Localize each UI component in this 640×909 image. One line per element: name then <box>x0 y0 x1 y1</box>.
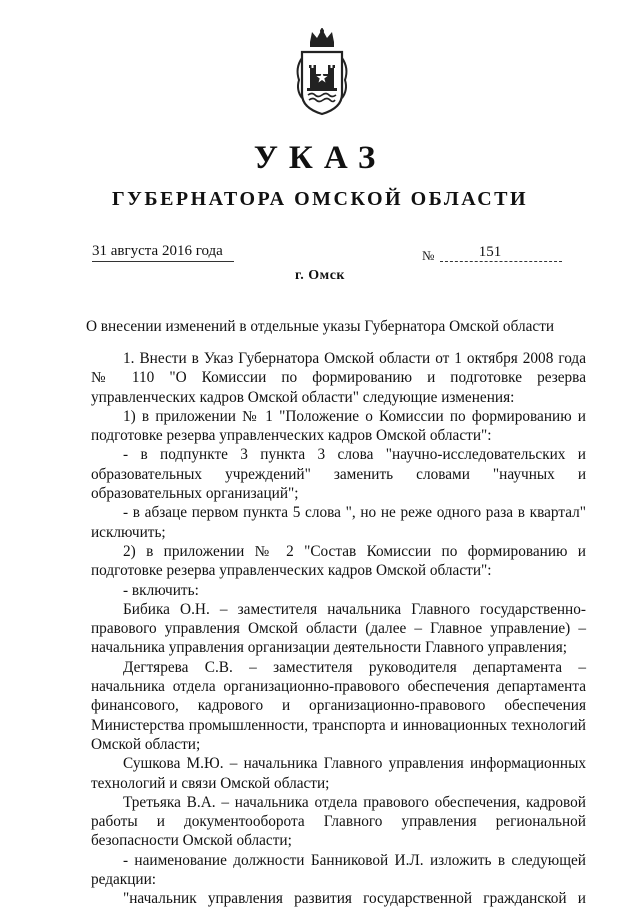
paragraph: Бибика О.Н. – заместителя начальника Главного государственно-правового управления Омской области (далее – Главное управление) – начальника управления организации деятельности Главного управления; <box>91 600 586 657</box>
paragraph: - включить: <box>123 581 199 599</box>
document-number: 151 <box>440 244 562 262</box>
paragraph: 2) в приложении № 2 "Состав Комиссии по формированию и подготовке резерва управленческих кадров Омской области": <box>91 542 586 580</box>
document-subtitle: ГУБЕРНАТОРА ОМСКОЙ ОБЛАСТИ <box>111 188 529 210</box>
paragraph: - наименование должности Банниковой И.Л. изложить в следующей редакции: <box>91 851 586 889</box>
paragraph: Сушкова М.Ю. – начальника Главного управления информационных технологий и связи Омской области; <box>91 755 586 792</box>
document-date: 31 августа 2016 года <box>92 243 234 262</box>
paragraph: Дегтярева С.В. – заместителя руководителя департамента – начальника отдела организационно-правового обеспечения департамента финансового, кадрового и организационно-правового обеспечения Министерства промышленности, транспорта и инновационных технологий Омской области; <box>91 658 586 753</box>
number-label: № <box>422 248 435 263</box>
document-city: г. Омск <box>295 268 345 283</box>
document-title: УКАЗ <box>253 140 387 176</box>
paragraph: 1) в приложении № 1 "Положение о Комиссии по формированию и подготовке резерва управленческих кадров Омской области": <box>91 407 586 445</box>
document-body <box>91 349 586 909</box>
paragraph: - в подпункте 3 пункта 3 слова "научно-исследовательских и образовательных учреждений" заменить словами "научных и образовательных организаций"; <box>91 446 586 503</box>
paragraph: 1. Внести в Указ Губернатора Омской области от 1 октября 2008 года № 110 "О Комиссии по формированию и подготовке резерва управленческих кадров Омской области" следующие изменения: <box>91 350 586 406</box>
paragraph: "начальник управления развития государственной гражданской и <box>123 890 586 908</box>
coat-of-arms-icon <box>293 28 351 118</box>
paragraph: Третьяка В.А. – начальника отдела правового обеспечения, кадровой работы и документооборота Главного управления региональной безопасности Омской области; <box>91 793 586 850</box>
paragraph: - в абзаце первом пункта 5 слова ", но не реже одного раза в квартал" исключить; <box>91 504 586 541</box>
document-heading: О внесении изменений в отдельные указы Губернатора Омской области <box>85 318 555 335</box>
